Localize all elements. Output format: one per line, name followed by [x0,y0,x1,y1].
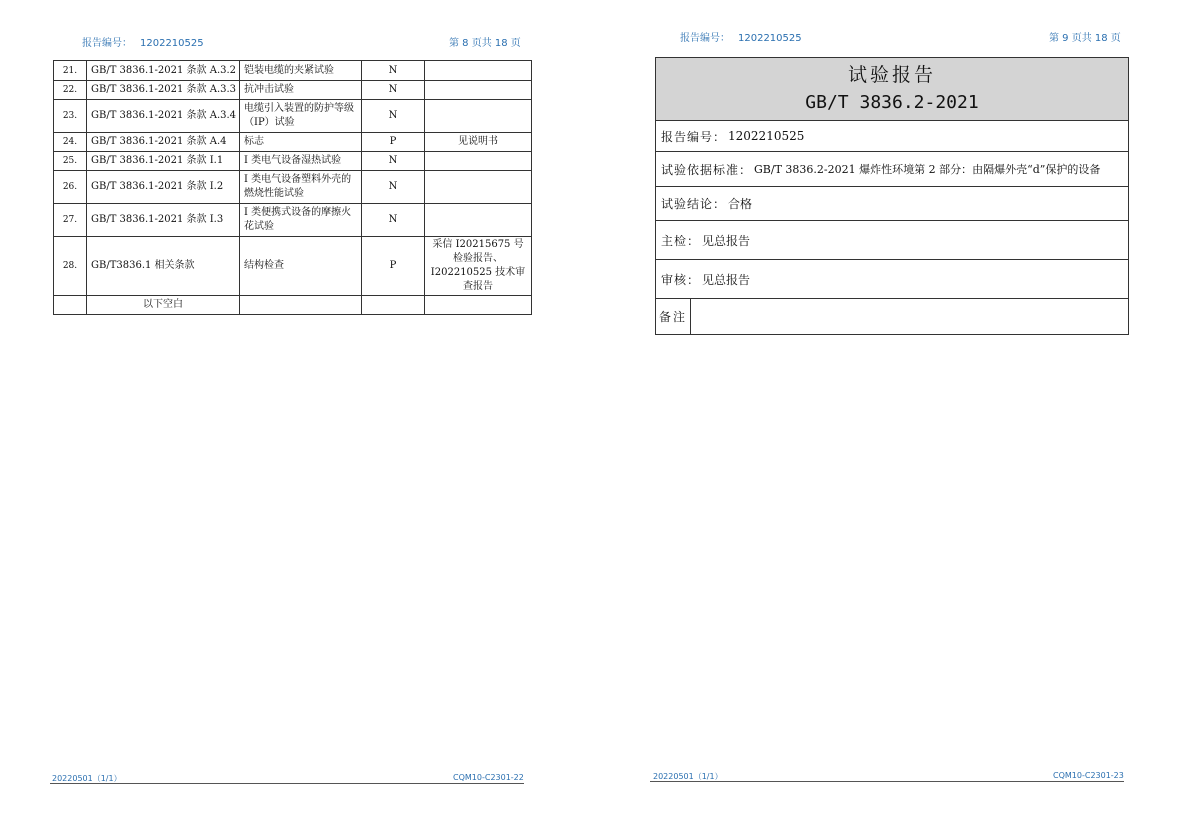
clause-reference: GB/T 3836.1-2021 条款 A.4 [87,133,240,152]
test-result: N [362,171,425,204]
footer-date: 20220501（1/1） [52,774,122,783]
clause-table [53,60,532,315]
footer-date: 20220501（1/1） [653,772,723,781]
clause-table-body [54,61,532,315]
test-result: P [362,133,425,152]
table-row [54,133,532,152]
test-remark [425,204,532,237]
table-row [54,61,532,81]
row-number: 25. [54,152,87,171]
test-item: I 类电气设备塑料外壳的燃烧性能试验 [240,171,362,204]
row-test-standard [656,152,1128,187]
test-item: 结构检查 [240,237,362,296]
report-number-value: 1202210525 [738,33,802,44]
test-result: N [362,100,425,133]
test-standard-label: 试验依据标准： [661,162,753,177]
reviewer-value: 见总报告 [702,272,751,287]
table-row [54,204,532,237]
test-remark: 采信 I20215675 号检验报告、I202210525 技术审查报告 [425,237,532,296]
row-conclusion [656,187,1128,221]
test-remark [425,171,532,204]
test-item: 铠装电缆的夹紧试验 [240,61,362,81]
test-item: I 类便携式设备的摩擦火花试验 [240,204,362,237]
test-item: I 类电气设备湿热试验 [240,152,362,171]
page-9 [600,0,1200,828]
row-number: 28. [54,237,87,296]
test-remark [425,152,532,171]
test-standard-value: GB/T 3836.2-2021 爆炸性环境第 2 部分：由隔爆外壳“d”保护的设备 [754,163,1101,176]
row-number: 22. [54,81,87,100]
clause-reference: GB/T 3836.1-2021 条款 I.3 [87,204,240,237]
remark-label: 备注 [656,299,691,334]
row-report-number [656,121,1128,152]
header-report-number [680,29,802,44]
clause-reference: GB/T 3836.1-2021 条款 A.3.2 [87,61,240,81]
row-number: 23. [54,100,87,133]
header-page-info: 第 8 页共 18 页 [449,38,521,49]
test-item: 标志 [240,133,362,152]
test-item: 电缆引入装置的防护等级（IP）试验 [240,100,362,133]
test-result: N [362,152,425,171]
clause-reference: GB/T 3836.1-2021 条款 A.3.4 [87,100,240,133]
test-remark [425,61,532,81]
clause-reference: GB/T 3836.1-2021 条款 I.1 [87,152,240,171]
row-remark [656,299,1128,334]
empty-cell [362,296,425,315]
footer-line [650,781,1124,782]
inspector-label: 主检： [661,233,701,248]
row-reviewer [656,260,1128,299]
empty-cell [240,296,362,315]
footer-code: CQM10-C2301-23 [1053,771,1124,780]
table-row [54,100,532,133]
conclusion-value: 合格 [728,197,753,211]
clause-reference: GB/T3836.1 相关条款 [87,237,240,296]
test-result: N [362,61,425,81]
table-row [54,171,532,204]
conclusion-label: 试验结论： [661,197,727,211]
report-number-row-label: 报告编号： [661,129,727,144]
report-standard-title: GB/T 3836.2-2021 [805,92,979,113]
reviewer-label: 审核： [661,272,701,287]
row-number: 26. [54,171,87,204]
footer-code: CQM10-C2301-22 [453,773,524,782]
table-row-blank [54,296,532,315]
empty-cell [54,296,87,315]
test-result: P [362,237,425,296]
report-number-value: 1202210525 [140,38,204,49]
clause-reference: GB/T 3836.1-2021 条款 I.2 [87,171,240,204]
header-report-number [82,34,204,49]
report-title-block [656,58,1128,121]
report-number-label: 报告编号： [82,38,132,49]
report-number-label: 报告编号： [680,33,730,44]
header-page-info: 第 9 页共 18 页 [1049,33,1121,44]
clause-reference: GB/T 3836.1-2021 条款 A.3.3 [87,81,240,100]
table-row [54,152,532,171]
table-row [54,237,532,296]
table-row [54,81,532,100]
test-result: N [362,204,425,237]
report-number-row-value: 1202210525 [728,129,805,143]
test-result: N [362,81,425,100]
test-remark [425,100,532,133]
test-remark: 见说明书 [425,133,532,152]
row-number: 24. [54,133,87,152]
row-inspector [656,221,1128,260]
test-remark [425,81,532,100]
report-title: 试验报告 [847,64,936,86]
blank-note: 以下空白 [87,296,240,315]
test-report-box [655,57,1129,335]
footer-line [50,783,524,784]
row-number: 27. [54,204,87,237]
empty-cell [425,296,532,315]
test-item: 抗冲击试验 [240,81,362,100]
inspector-value: 见总报告 [702,233,751,248]
row-number: 21. [54,61,87,81]
